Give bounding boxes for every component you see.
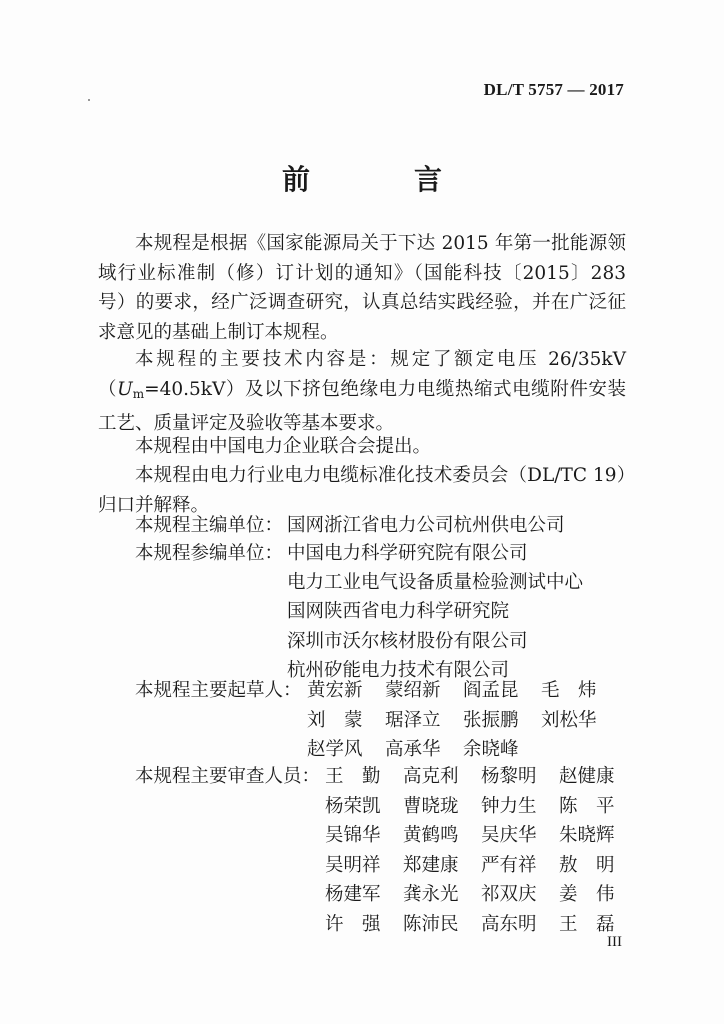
reviewer-name: 杨建军 [325, 884, 381, 906]
main-unit-label: 本规程主编单位： [135, 515, 284, 536]
drafter-name: 阎孟昆 [463, 680, 519, 701]
participating-unit: 中国电力科学研究院有限公司 [287, 543, 528, 564]
drafter-name: 蒙绍新 [385, 680, 441, 701]
reviewer-name: 王 磊 [559, 913, 615, 935]
reviewer-name: 钟力生 [481, 795, 537, 817]
participating-unit: 国网陕西省电力科学研究院 [287, 601, 510, 623]
paragraph-basis-text: 本规程是根据《国家能源局关于下达 2015 年第一批能源领域行业标准制（修）订计划的通知》（国能科技〔2015〕283 号）的要求，经广泛调查研究，认真总结实践经验，并在广泛征求意见的基础上制订本规程。 [98, 233, 626, 343]
drafter-name: 刘 蒙 [307, 709, 363, 731]
participating-units-label: 本规程参编单位： [135, 543, 284, 564]
reviewers-list [325, 762, 637, 940]
paragraph-basis [98, 229, 626, 347]
reviewer-name: 黄鹤鸣 [403, 825, 459, 847]
content-text-before: 本规程的主要技术内容是：规定了额定电压 26/35kV（ [98, 349, 626, 400]
reviewer-name: 曹晓珑 [403, 795, 459, 817]
reviewer-name: 严有祥 [481, 854, 537, 876]
page-number: III [607, 934, 622, 950]
reviewers-label: 本规程主要审查人员： [135, 766, 321, 787]
participating-unit: 深圳市沃尔核材股份有限公司 [287, 630, 528, 652]
reviewer-name: 陈 平 [559, 795, 615, 817]
participating-unit: 杭州矽能电力技术有限公司 [287, 659, 510, 681]
reviewer-name: 姜 伟 [559, 884, 615, 906]
reviewer-name: 吴明祥 [325, 854, 381, 876]
reviewer-name: 高克利 [403, 766, 459, 787]
scan-speck [88, 99, 90, 101]
drafters-list [307, 676, 619, 765]
page-title: 前 言 [281, 163, 480, 196]
reviewer-name: 杨黎明 [481, 766, 537, 787]
reviewer-name: 吴庆华 [481, 825, 537, 847]
reviewer-name: 郑建康 [403, 854, 459, 876]
participating-unit: 电力工业电气设备质量检验测试中心 [287, 572, 584, 594]
drafter-name: 高承华 [385, 739, 441, 761]
reviewer-name: 许 强 [325, 913, 381, 935]
paragraph-proposer-text: 本规程由中国电力企业联合会提出。 [135, 436, 432, 457]
voltage-subscript: m [132, 386, 145, 401]
reviewer-name: 龚永光 [403, 884, 459, 906]
main-unit-name: 国网浙江省电力公司杭州供电公司 [287, 515, 565, 536]
drafters-label: 本规程主要起草人： [135, 680, 302, 701]
paragraph-proposer [98, 432, 626, 462]
standard-code: DL/T 5757 — 2017 [483, 80, 624, 99]
content-text-after: =40.5kV）及以下挤包绝缘电力电缆热缩式电缆附件安装工艺、质量评定及验收等基本要求。 [98, 378, 626, 435]
participating-units-list [287, 539, 583, 685]
reviewer-name: 敖 明 [559, 854, 615, 876]
paragraph-content-text [98, 345, 626, 439]
drafter-name: 余晓峰 [463, 739, 519, 761]
paragraph-interpretation-text: 本规程由电力行业电力电缆标准化技术委员会（DL/TC 19）归口并解释。 [98, 465, 626, 516]
voltage-symbol: U [117, 378, 133, 400]
reviewer-name: 陈沛民 [403, 913, 459, 935]
reviewer-name: 杨荣凯 [325, 795, 381, 817]
paragraph-content [98, 345, 626, 439]
reviewer-name: 吴锦华 [325, 825, 381, 847]
drafter-name: 毛 炜 [541, 680, 597, 701]
reviewer-name: 祁双庆 [481, 884, 537, 906]
reviewer-name: 朱晓辉 [559, 825, 615, 847]
reviewer-name: 王 勤 [325, 766, 381, 787]
drafter-name: 赵学风 [307, 739, 363, 761]
drafter-name: 刘松华 [541, 709, 597, 731]
reviewer-name: 赵健康 [559, 766, 615, 787]
drafter-name: 琚泽立 [385, 709, 441, 731]
drafter-name: 黄宏新 [307, 680, 363, 701]
reviewer-name: 高东明 [481, 913, 537, 935]
drafter-name: 张振鹏 [463, 709, 519, 731]
